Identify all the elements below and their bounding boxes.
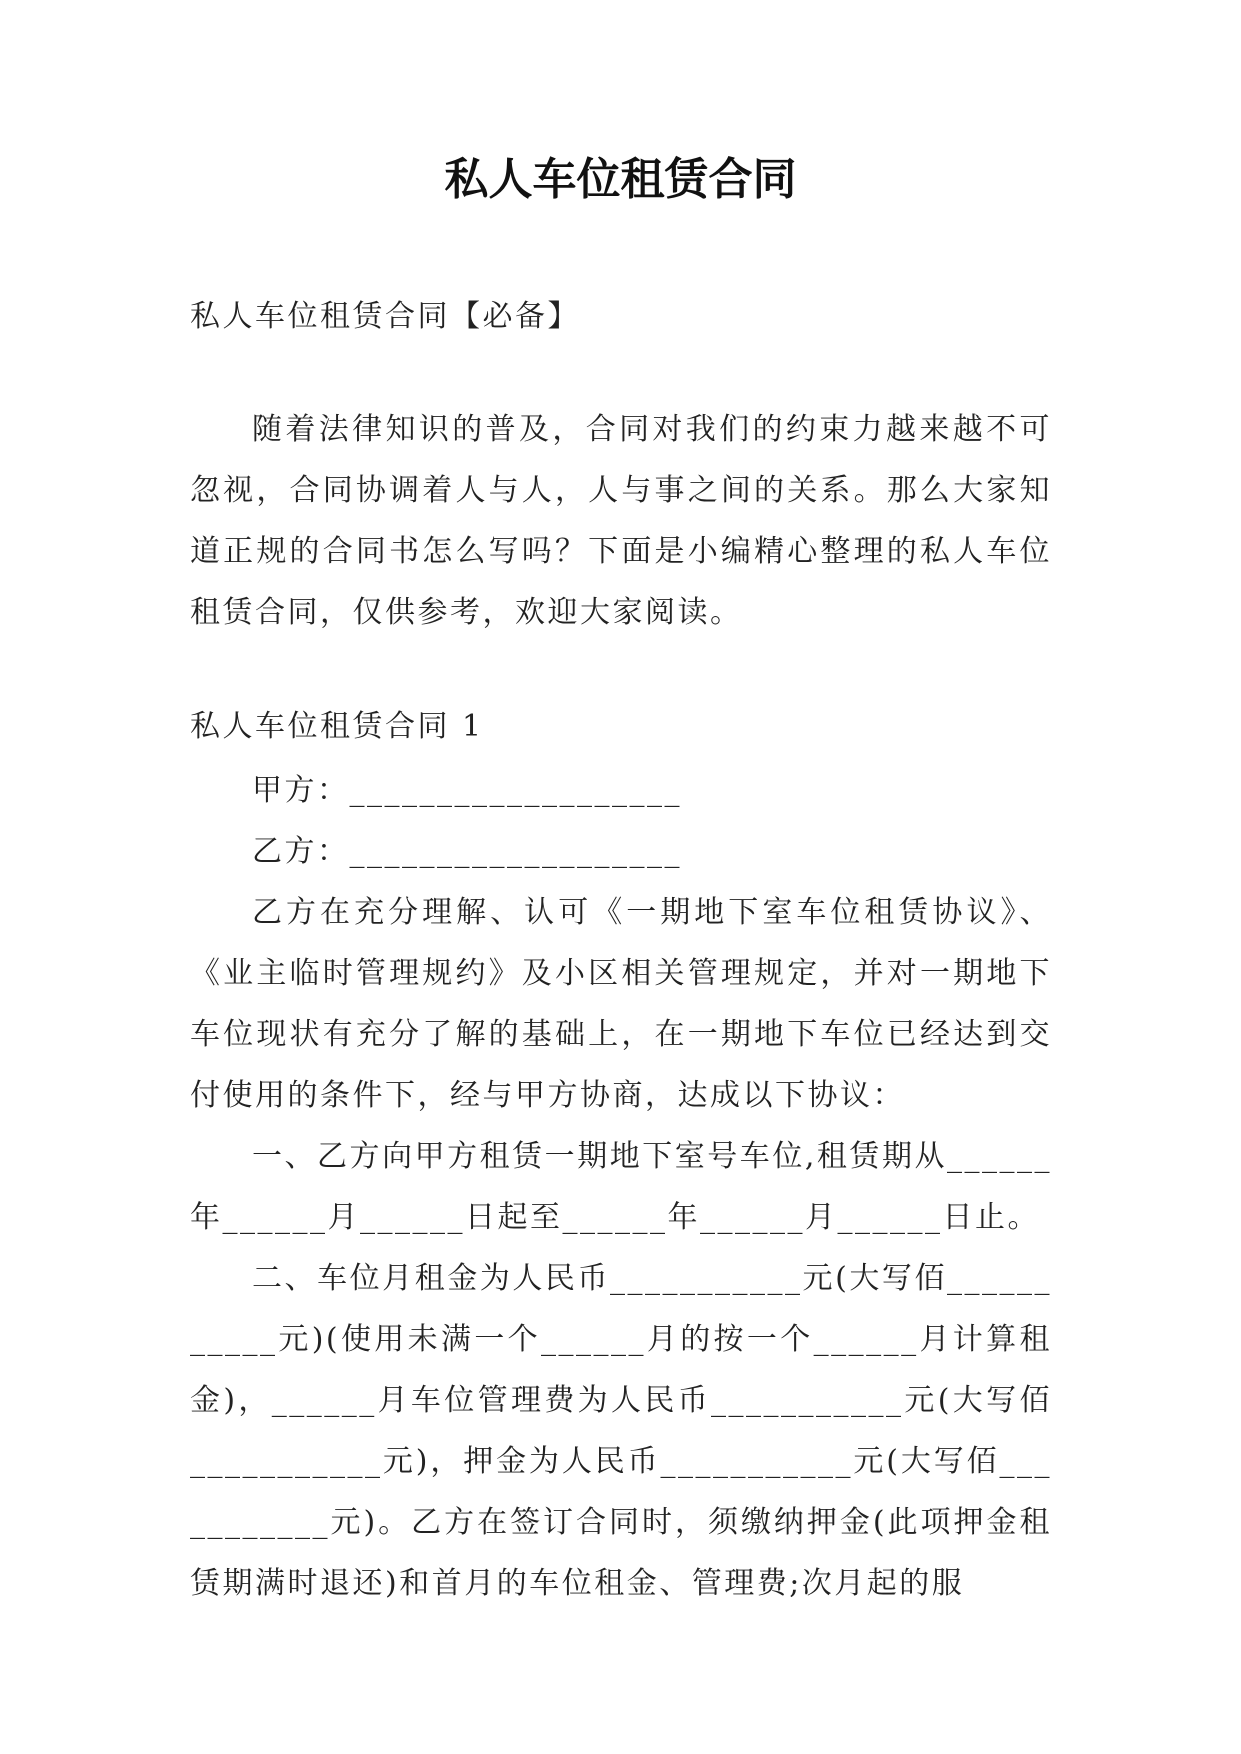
clause-1-text: 一、乙方向甲方租赁一期地下室号车位,租赁期从______年______月______日起至______年______月______日止。 — [190, 1139, 1052, 1235]
clause-2-paragraph: 二、车位月租金为人民币___________元(大写佰___________元)(使用未满一个______月的按一个______月计算租金)，______月车位管理费为人民币___________元(大写佰___________元)，押金为人民币___________元(大写佰___________元)。乙方在签订合同时，须缴纳押金(此项押金租赁期满时退还)和首月的车位租金、管理费;次月起的服 — [190, 1261, 1052, 1601]
party-b-line: 乙方：___________________ — [252, 834, 682, 869]
clause-preamble-text: 乙方在充分理解、认可《一期地下室车位租赁协议》、《业主临时管理规约》及小区相关管理规定，并对一期地下车位现状有充分了解的基础上，在一期地下车位已经达到交付使用的条件下，经与甲方协商，达成以下协议： — [190, 895, 1052, 1113]
clause-1-paragraph — [190, 1126, 1052, 1248]
contract-heading: 私人车位租赁合同 1 — [190, 709, 484, 744]
document-subtitle: 私人车位租赁合同【必备】 — [190, 299, 580, 334]
document-title: 私人车位租赁合同 — [444, 154, 797, 205]
party-a-line: 甲方：___________________ — [252, 773, 682, 808]
intro-paragraph: 随着法律知识的普及，合同对我们的约束力越来越不可忽视，合同协调着人与人，人与事之间的关系。那么大家知道正规的合同书怎么写吗？下面是小编精心整理的私人车位租赁合同，仅供参考，欢迎大家阅读。 — [190, 412, 1052, 630]
clause-preamble-paragraph — [190, 882, 1052, 1126]
